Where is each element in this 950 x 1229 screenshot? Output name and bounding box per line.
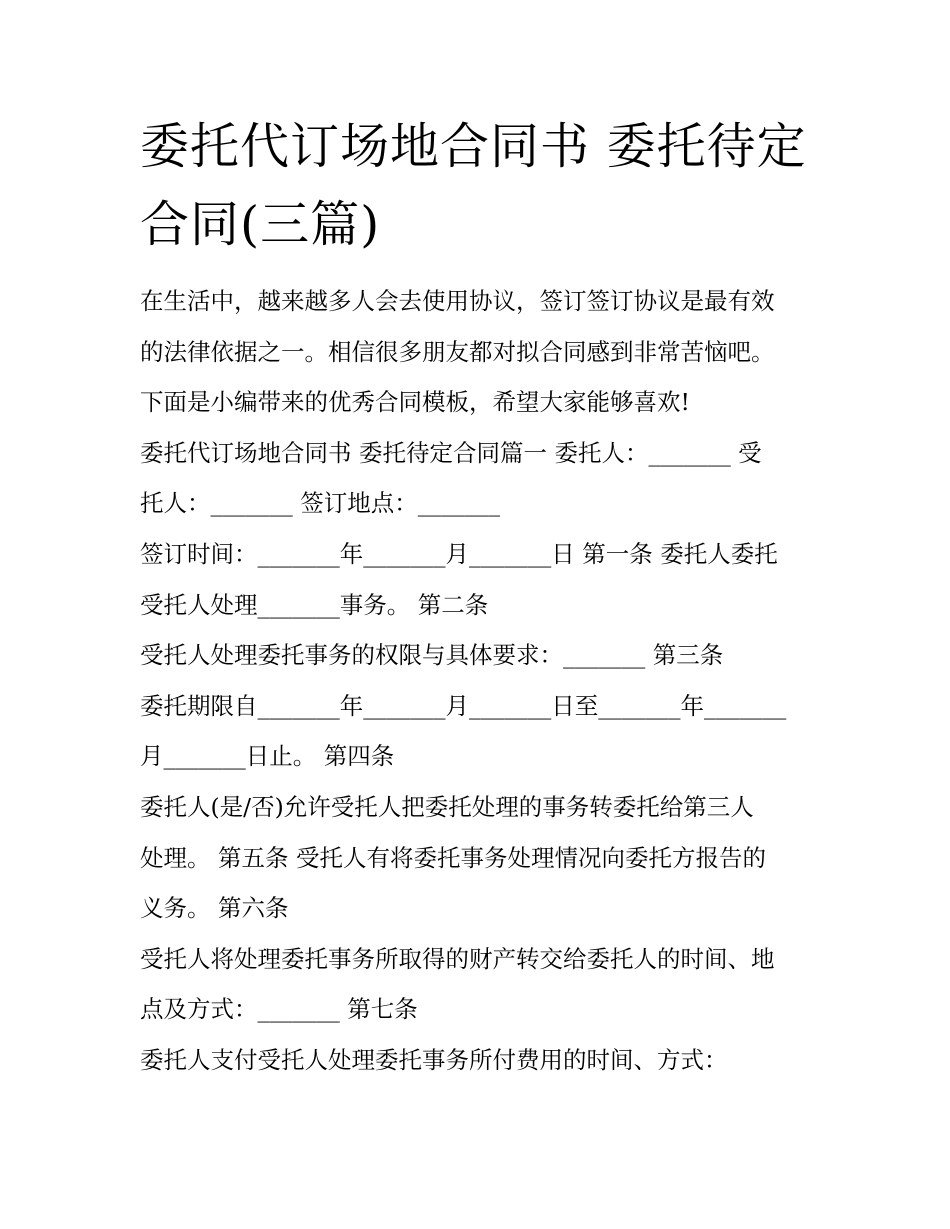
text-line: 委托期限自_______年_______月_______日至_______年_______ [140, 691, 787, 720]
title-line: 委托代订场地合同书 委托待定 [140, 118, 807, 175]
text-line: 受托人处理委托事务的权限与具体要求：_______ 第三条 [140, 641, 724, 670]
text-line: 委托人(是/否)允许受托人把委托处理的事务转委托给第三人 [140, 792, 754, 821]
text-line: 处理。 第五条 受托人有将委托事务处理情况向委托方报告的 [140, 843, 766, 872]
text-line: 义务。 第六条 [140, 894, 289, 923]
text-line: 委托人支付受托人处理委托事务所付费用的时间、方式： [140, 1045, 728, 1074]
text-line: 的法律依据之一。相信很多朋友都对拟合同感到非常苦恼吧。 [140, 337, 775, 366]
text-line: 受托人将处理委托事务所取得的财产转交给委托人的时间、地 [140, 944, 775, 973]
text-line: 签订时间：_______年_______月_______日 第一条 委托人委托 [140, 539, 778, 568]
document-body [140, 276, 840, 1086]
text-line: 在生活中，越来越多人会去使用协议，签订签订协议是最有效 [140, 287, 775, 315]
title-line: 合同(三篇) [140, 196, 381, 253]
document-title [140, 108, 830, 264]
text-line: 受托人处理_______事务。 第二条 [140, 590, 489, 619]
text-line: 下面是小编带来的优秀合同模板，希望大家能够喜欢! [140, 388, 690, 417]
text-line: 委托代订场地合同书 委托待定合同篇一 委托人：_______ 受 [140, 438, 762, 467]
text-line: 点及方式：_______ 第七条 [140, 995, 418, 1024]
text-line: 月_______日止。 第四条 [140, 742, 395, 771]
text-line: 托人：_______ 签订地点：_______ [140, 489, 500, 518]
